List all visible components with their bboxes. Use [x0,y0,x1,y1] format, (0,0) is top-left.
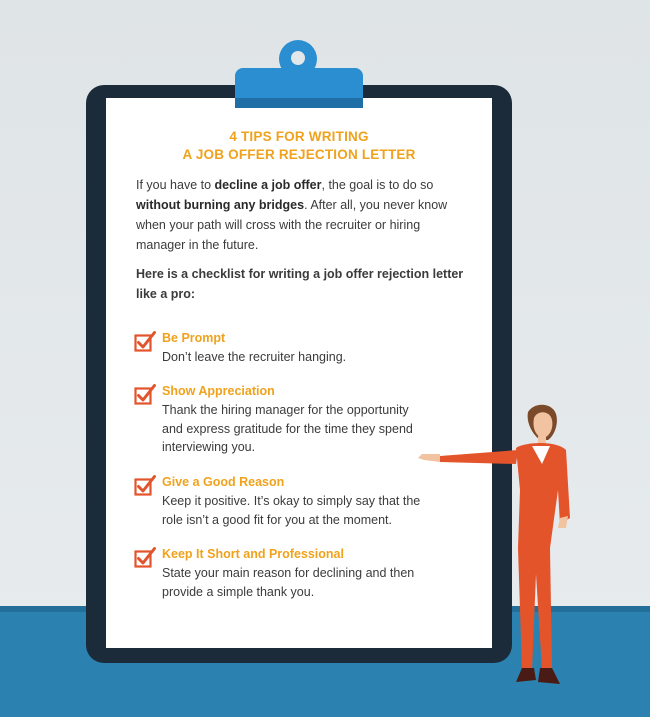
tip-title: Be Prompt [162,331,226,345]
intro-text-3: . After all, you never know when your path will cross with the recruiter or hiring manager in the future. [136,198,448,252]
checkbox-checked-icon [134,384,156,406]
tip-title: Give a Good Reason [162,475,285,489]
businesswoman-pointing-illustration [410,398,580,690]
checkbox-checked-icon [134,331,156,353]
title-line-1: 4 TIPS FOR WRITING [229,129,369,144]
intro-bold-2: without burning any bridges [136,198,305,212]
tip-text: Keep it positive. It’s okay to simply say that the role isn’t a good fit for you at the moment. [162,494,421,527]
intro-paragraph [136,175,466,255]
checkbox-checked-icon [134,475,156,497]
tip-text: Thank the hiring manager for the opportunity and express gratitude for the time they spend interviewing you. [162,403,413,454]
tip-text: Don’t leave the recruiter hanging. [162,350,347,364]
clip-base [235,98,363,108]
checklist-heading: Here is a checklist for writing a job offer rejection letter like a pro: [136,267,464,301]
title-line-2: A JOB OFFER REJECTION LETTER [182,147,416,162]
intro-text-2: , the goal is to do so [321,178,434,192]
tip-text: State your main reason for declining and then provide a simple thank you. [162,566,415,599]
clip-hole [291,51,305,65]
checkbox-checked-icon [134,547,156,569]
intro-text-1: If you have to [136,178,215,192]
intro-bold-1: decline a job offer [214,178,322,192]
page-title [106,128,492,164]
tip-title: Show Appreciation [162,384,275,398]
tip-title: Keep It Short and Professional [162,547,344,561]
